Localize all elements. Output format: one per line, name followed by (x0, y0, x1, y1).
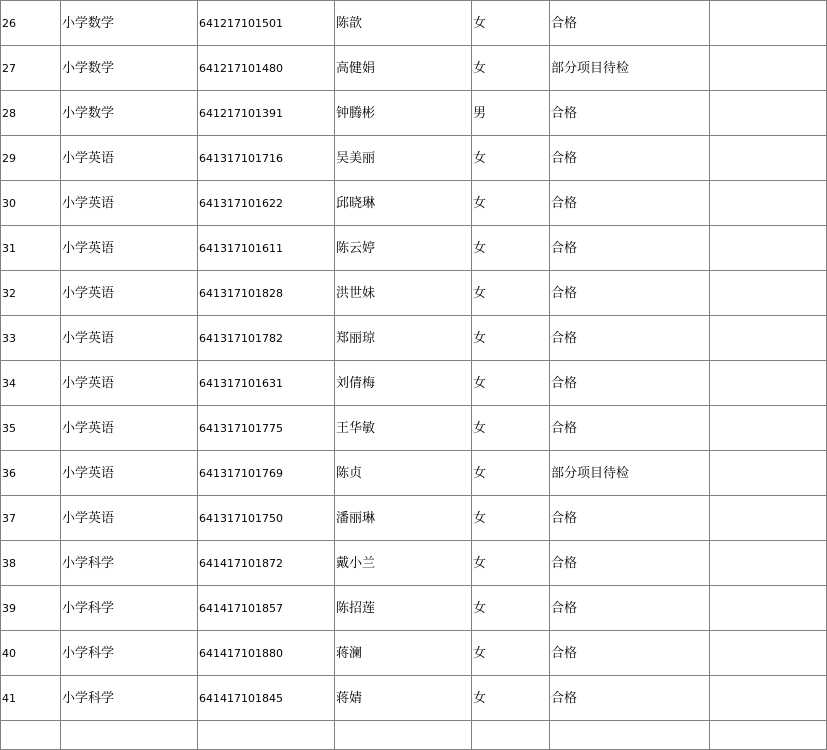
result-cell: 合格 (550, 361, 710, 406)
gender-cell: 女 (472, 361, 550, 406)
name-cell: 高健娟 (335, 46, 472, 91)
row-number: 29 (1, 136, 61, 181)
gender-cell: 女 (472, 406, 550, 451)
subject-cell (61, 721, 198, 750)
name-cell: 洪世妹 (335, 271, 472, 316)
table-row (1, 91, 827, 136)
candidate-id-cell: 641217101480 (198, 46, 335, 91)
subject-cell: 小学英语 (61, 271, 198, 316)
gender-cell: 女 (472, 316, 550, 361)
result-cell: 合格 (550, 316, 710, 361)
subject-cell: 小学英语 (61, 496, 198, 541)
table-row (1, 316, 827, 361)
remark-cell (710, 316, 827, 361)
name-cell: 蒋婧 (335, 676, 472, 721)
name-cell: 郑丽琼 (335, 316, 472, 361)
subject-cell: 小学英语 (61, 406, 198, 451)
subject-cell: 小学英语 (61, 136, 198, 181)
name-cell: 潘丽琳 (335, 496, 472, 541)
table-row (1, 721, 827, 750)
gender-cell: 女 (472, 541, 550, 586)
result-cell: 合格 (550, 136, 710, 181)
result-cell: 合格 (550, 406, 710, 451)
table-row (1, 406, 827, 451)
remark-cell (710, 46, 827, 91)
table-row (1, 496, 827, 541)
table-row (1, 541, 827, 586)
result-cell: 合格 (550, 1, 710, 46)
results-table-body (1, 1, 827, 750)
gender-cell: 女 (472, 586, 550, 631)
name-cell (335, 721, 472, 750)
row-number: 39 (1, 586, 61, 631)
gender-cell: 女 (472, 631, 550, 676)
name-cell: 邱晓琳 (335, 181, 472, 226)
name-cell: 陈歆 (335, 1, 472, 46)
remark-cell (710, 271, 827, 316)
gender-cell: 女 (472, 496, 550, 541)
remark-cell (710, 496, 827, 541)
subject-cell: 小学数学 (61, 1, 198, 46)
subject-cell: 小学英语 (61, 226, 198, 271)
candidate-id-cell: 641317101631 (198, 361, 335, 406)
row-number: 33 (1, 316, 61, 361)
candidate-id-cell: 641317101828 (198, 271, 335, 316)
row-number: 38 (1, 541, 61, 586)
table-row (1, 136, 827, 181)
subject-cell: 小学英语 (61, 451, 198, 496)
subject-cell: 小学英语 (61, 181, 198, 226)
gender-cell: 女 (472, 1, 550, 46)
table-row (1, 46, 827, 91)
result-cell: 合格 (550, 586, 710, 631)
table-row (1, 676, 827, 721)
remark-cell (710, 586, 827, 631)
table-row (1, 271, 827, 316)
remark-cell (710, 631, 827, 676)
result-cell: 合格 (550, 271, 710, 316)
gender-cell: 男 (472, 91, 550, 136)
candidate-id-cell: 641317101622 (198, 181, 335, 226)
remark-cell (710, 361, 827, 406)
remark-cell (710, 676, 827, 721)
candidate-id-cell: 641317101716 (198, 136, 335, 181)
subject-cell: 小学数学 (61, 46, 198, 91)
table-row (1, 451, 827, 496)
table-row (1, 226, 827, 271)
remark-cell (710, 451, 827, 496)
row-number: 26 (1, 1, 61, 46)
remark-cell (710, 541, 827, 586)
row-number: 35 (1, 406, 61, 451)
table-row (1, 181, 827, 226)
remark-cell (710, 721, 827, 750)
result-cell: 合格 (550, 676, 710, 721)
result-cell: 合格 (550, 91, 710, 136)
subject-cell: 小学科学 (61, 676, 198, 721)
row-number: 32 (1, 271, 61, 316)
row-number: 30 (1, 181, 61, 226)
name-cell: 陈招莲 (335, 586, 472, 631)
gender-cell: 女 (472, 271, 550, 316)
result-cell: 部分项目待检 (550, 451, 710, 496)
subject-cell: 小学英语 (61, 316, 198, 361)
gender-cell: 女 (472, 226, 550, 271)
name-cell: 戴小兰 (335, 541, 472, 586)
table-row (1, 1, 827, 46)
remark-cell (710, 136, 827, 181)
candidate-id-cell: 641317101769 (198, 451, 335, 496)
name-cell: 吴美丽 (335, 136, 472, 181)
result-cell: 合格 (550, 496, 710, 541)
gender-cell: 女 (472, 676, 550, 721)
row-number: 40 (1, 631, 61, 676)
table-row (1, 361, 827, 406)
gender-cell: 女 (472, 136, 550, 181)
result-cell: 合格 (550, 631, 710, 676)
remark-cell (710, 91, 827, 136)
candidate-id-cell (198, 721, 335, 750)
candidate-id-cell: 641217101391 (198, 91, 335, 136)
candidate-id-cell: 641417101872 (198, 541, 335, 586)
candidate-id-cell: 641417101845 (198, 676, 335, 721)
subject-cell: 小学英语 (61, 361, 198, 406)
result-cell: 合格 (550, 181, 710, 226)
candidate-id-cell: 641217101501 (198, 1, 335, 46)
result-cell: 合格 (550, 541, 710, 586)
remark-cell (710, 226, 827, 271)
row-number: 31 (1, 226, 61, 271)
candidate-id-cell: 641417101880 (198, 631, 335, 676)
subject-cell: 小学科学 (61, 586, 198, 631)
row-number: 37 (1, 496, 61, 541)
row-number: 41 (1, 676, 61, 721)
row-number (1, 721, 61, 750)
row-number: 36 (1, 451, 61, 496)
result-cell (550, 721, 710, 750)
remark-cell (710, 181, 827, 226)
result-cell: 部分项目待检 (550, 46, 710, 91)
row-number: 34 (1, 361, 61, 406)
gender-cell (472, 721, 550, 750)
gender-cell: 女 (472, 451, 550, 496)
subject-cell: 小学科学 (61, 541, 198, 586)
candidate-id-cell: 641317101750 (198, 496, 335, 541)
name-cell: 陈贞 (335, 451, 472, 496)
gender-cell: 女 (472, 181, 550, 226)
table-row (1, 586, 827, 631)
name-cell: 陈云婷 (335, 226, 472, 271)
row-number: 27 (1, 46, 61, 91)
remark-cell (710, 406, 827, 451)
subject-cell: 小学科学 (61, 631, 198, 676)
gender-cell: 女 (472, 46, 550, 91)
candidate-id-cell: 641417101857 (198, 586, 335, 631)
candidate-id-cell: 641317101782 (198, 316, 335, 361)
name-cell: 蒋澜 (335, 631, 472, 676)
candidate-id-cell: 641317101611 (198, 226, 335, 271)
remark-cell (710, 1, 827, 46)
table-row (1, 631, 827, 676)
name-cell: 王华敏 (335, 406, 472, 451)
result-cell: 合格 (550, 226, 710, 271)
name-cell: 钟腾彬 (335, 91, 472, 136)
candidate-id-cell: 641317101775 (198, 406, 335, 451)
subject-cell: 小学数学 (61, 91, 198, 136)
name-cell: 刘倩梅 (335, 361, 472, 406)
row-number: 28 (1, 91, 61, 136)
